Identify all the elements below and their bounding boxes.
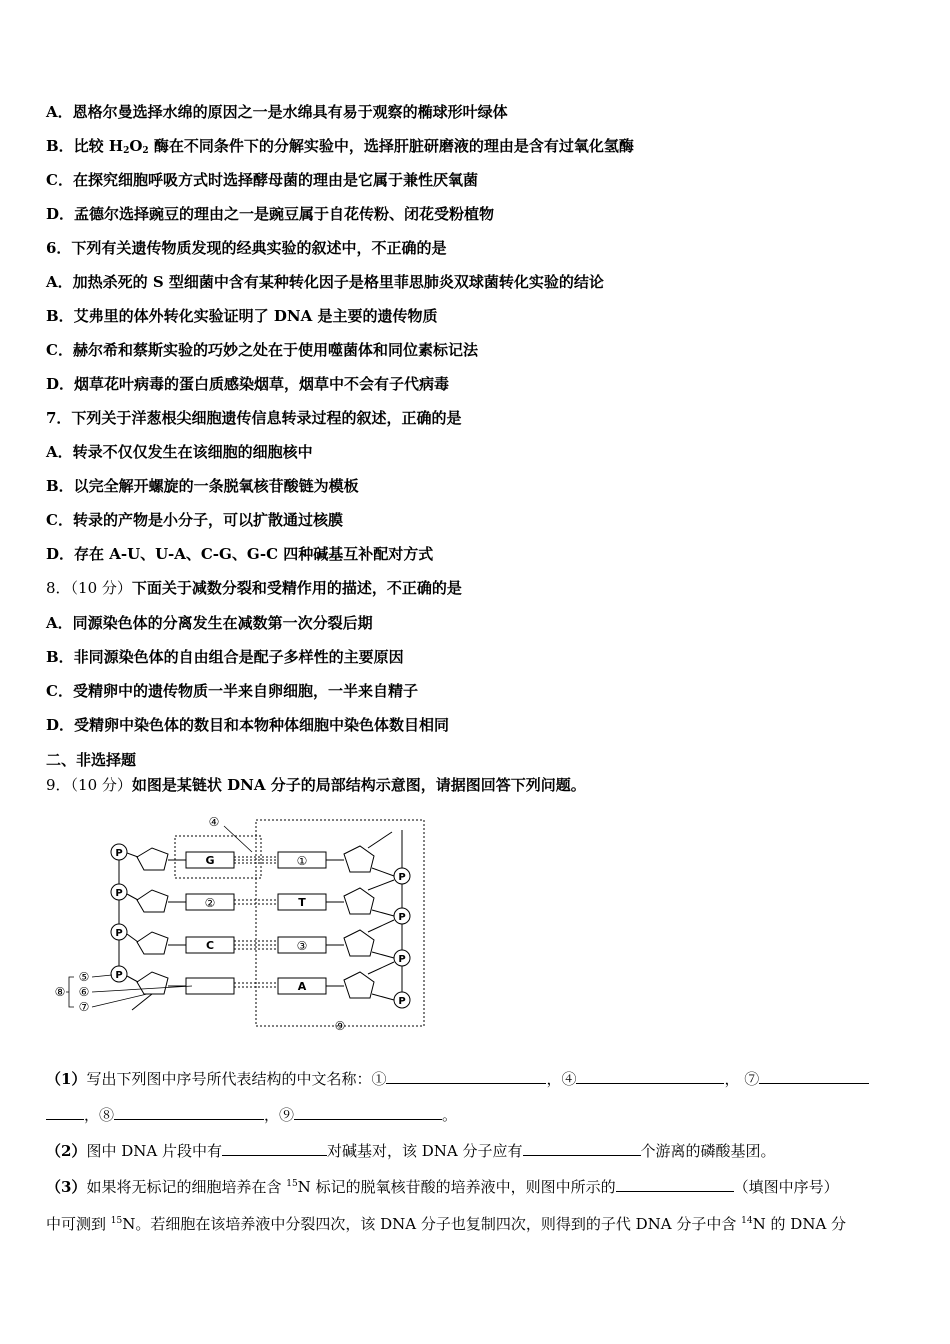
nucleotide-pair-row-4 [111, 962, 410, 1010]
q9-part3-line1: （3）如果将无标记的细胞培养在含 $^{15}$N 标记的脱氧核苷酸的培养液中，则图中所示的 （填图中序号） [46, 1178, 839, 1196]
nucleotide-pair-row-2 [111, 880, 410, 924]
svg-text:P: P [398, 954, 406, 965]
answer-blank-8[interactable] [114, 1104, 264, 1120]
q9-part2: （2）图中 DNA 片段中有 对碱基对，该 DNA 分子应有 个游离的磷酸基团。 [46, 1142, 776, 1160]
label-9: ⑨ [334, 1019, 346, 1033]
svg-text:P: P [115, 970, 123, 981]
q8-option-a: A．同源染色体的分离发生在减数第一次分裂后期 [46, 614, 373, 632]
q6-option-c: C．赫尔希和蔡斯实验的巧妙之处在于使用噬菌体和同位素标记法 [46, 341, 478, 359]
left-base-1: G [205, 854, 215, 867]
q9-part1-line2: ，⑧ ，⑨ 。 [46, 1104, 457, 1125]
answer-blank-phosphates[interactable] [523, 1140, 641, 1156]
q7-stem: 7．下列关于洋葱根尖细胞遗传信息转录过程的叙述，正确的是 [46, 409, 462, 427]
label-4: ④ [208, 815, 220, 829]
answer-blank-7-cont[interactable] [46, 1104, 84, 1120]
answer-blank-1[interactable] [386, 1068, 546, 1084]
section-heading: 二、非选择题 [46, 751, 137, 769]
q7-option-d: D．存在 A-U、U-A、C-G、G-C 四种碱基互补配对方式 [46, 545, 434, 563]
q7-option-b: B．以完全解开螺旋的一条脱氧核苷酸链为模板 [46, 477, 359, 495]
q7-option-c: C．转录的产物是小分子，可以扩散通过核膜 [46, 511, 343, 529]
label-6: ⑥ [78, 985, 90, 999]
svg-text:P: P [115, 928, 123, 939]
q6-option-d: D．烟草花叶病毒的蛋白质感染烟草，烟草中不会有子代病毒 [46, 375, 450, 393]
q6-stem: 6．下列有关遗传物质发现的经典实验的叙述中，不正确的是 [46, 239, 447, 257]
q6-option-a: A．加热杀死的 S 型细菌中含有某种转化因子是格里菲思肺炎双球菌转化实验的结论 [46, 273, 604, 291]
q8-stem: 8．（10 分）下面关于减数分裂和受精作用的描述，不正确的是 [46, 579, 462, 597]
right-base-3: ③ [296, 939, 308, 953]
answer-blank-pairs[interactable] [222, 1140, 327, 1156]
svg-text:P: P [398, 872, 406, 883]
label-5: ⑤ [78, 970, 90, 984]
left-base-2: ② [204, 896, 216, 910]
answer-blank-9[interactable] [294, 1104, 442, 1120]
answer-blank-4[interactable] [576, 1068, 724, 1084]
q9-part1-line1: （1）写出下列图中序号所代表结构的中文名称：① ，④ ， ⑦ [46, 1068, 869, 1089]
q5-option-b: B．比较 $H_2O_2$ 酶在不同条件下的分解实验中，选择肝脏研磨液的理由是含有过氧化氢酶 [46, 137, 634, 156]
q5-option-c: C．在探究细胞呼吸方式时选择酵母菌的理由是它属于兼性厌氧菌 [46, 171, 478, 189]
answer-blank-7[interactable] [759, 1068, 869, 1084]
q9-part3-line2: 中可测到 $^{15}$N。若细胞在该培养液中分裂四次，该 DNA 分子也复制四次，则得到的子代 DNA 分子中含 $^{14}$N 的 DNA 分 [46, 1215, 847, 1233]
answer-blank-labeled[interactable] [616, 1176, 734, 1192]
right-base-1: ① [296, 854, 308, 868]
svg-text:P: P [115, 888, 123, 899]
q6-option-b: B．艾弗里的体外转化实验证明了 DNA 是主要的遗传物质 [46, 307, 438, 325]
right-base-4: A [297, 980, 307, 993]
label-8: ⑧ [54, 985, 66, 999]
left-base-3: C [205, 939, 215, 952]
q5-option-d: D．孟德尔选择豌豆的理由之一是豌豆属于自花传粉、闭花受粉植物 [46, 205, 495, 223]
svg-text:P: P [115, 848, 123, 859]
q7-option-a: A．转录不仅仅发生在该细胞的细胞核中 [46, 443, 313, 461]
q8-option-c: C．受精卵中的遗传物质一半来自卵细胞，一半来自精子 [46, 682, 418, 700]
q8-option-b: B．非同源染色体的自由组合是配子多样性的主要原因 [46, 648, 404, 666]
label-7: ⑦ [78, 1000, 90, 1014]
q5-option-a: A．恩格尔曼选择水绵的原因之一是水绵具有易于观察的椭球形叶绿体 [46, 103, 508, 121]
right-base-2: T [298, 896, 306, 909]
svg-text:P: P [398, 996, 406, 1007]
q8-option-d: D．受精卵中染色体的数目和本物种体细胞中染色体数目相同 [46, 716, 450, 734]
q9-stem: 9．（10 分）如图是某链状 DNA 分子的局部结构示意图，请据图回答下列问题。 [46, 776, 586, 794]
dna-structure-diagram [52, 810, 432, 1035]
nucleotide-pair-row-3 [111, 920, 410, 966]
svg-text:P: P [398, 912, 406, 923]
